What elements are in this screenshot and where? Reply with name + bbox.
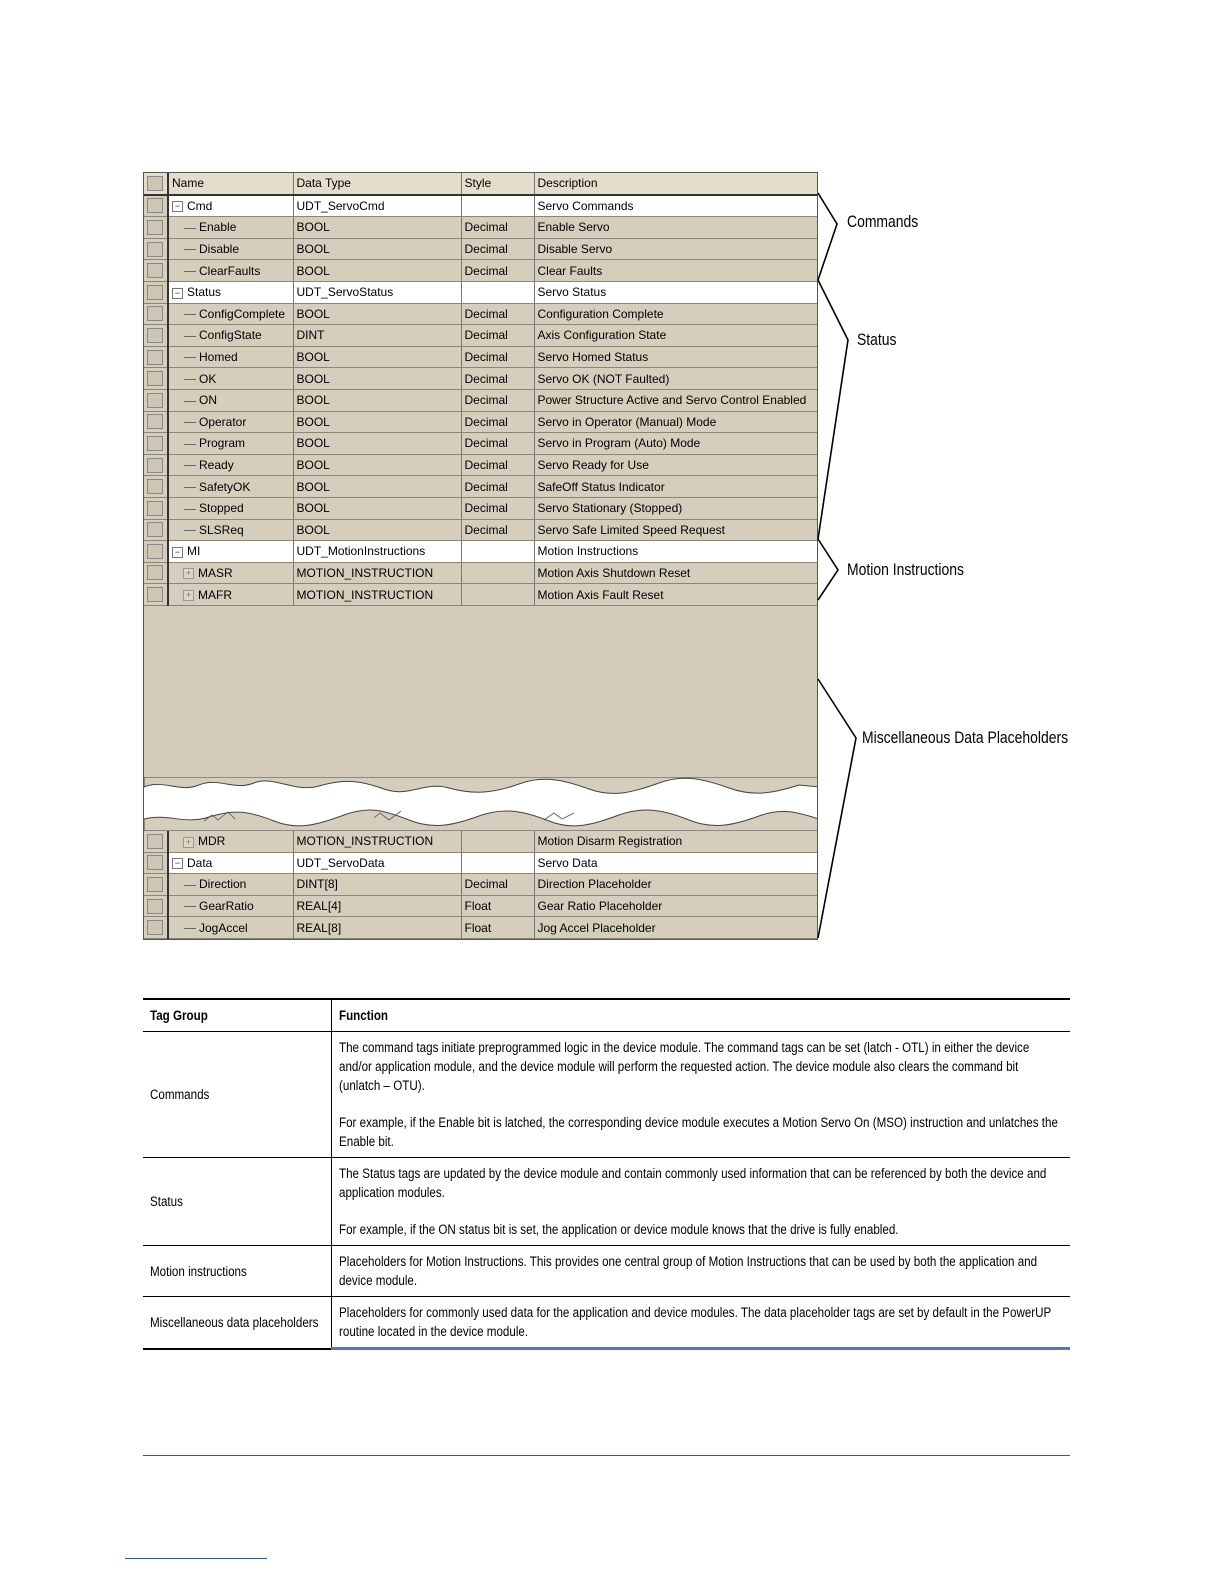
footer-rule	[143, 1455, 1070, 1456]
tag-name: MDR	[198, 834, 226, 849]
footnote-rule	[125, 1558, 267, 1559]
tag-description[interactable]: Motion Instructions	[534, 541, 818, 563]
tag-data-type[interactable]: BOOL	[293, 411, 461, 433]
tag-data-type[interactable]: UDT_MotionInstructions	[293, 541, 461, 563]
row-selector[interactable]	[144, 217, 168, 239]
tree-branch-icon	[184, 379, 196, 380]
tag-group-cell: Miscellaneous data placeholders	[143, 1297, 332, 1349]
tag-name: Ready	[199, 458, 234, 473]
tree-branch-icon	[184, 249, 196, 250]
tag-style[interactable]	[461, 562, 534, 584]
tag-description[interactable]: Servo Status	[534, 281, 818, 303]
tag-name: Enable	[199, 220, 237, 235]
tag-group-cell: Motion instructions	[143, 1246, 332, 1297]
tag-name-cell[interactable]	[168, 852, 293, 874]
row-selector[interactable]	[144, 831, 168, 852]
tag-description[interactable]: Motion Disarm Registration	[534, 831, 818, 852]
tag-row[interactable]	[144, 368, 818, 390]
row-selector[interactable]	[144, 895, 168, 917]
tag-row[interactable]	[144, 454, 818, 476]
tag-style[interactable]: Decimal	[461, 433, 534, 455]
tree-branch-icon	[184, 928, 196, 929]
tag-description[interactable]: Servo Data	[534, 852, 818, 874]
function-cell	[332, 1032, 1071, 1158]
row-selector[interactable]	[144, 497, 168, 519]
tag-style[interactable]: Decimal	[461, 411, 534, 433]
tree-branch-icon	[184, 885, 196, 886]
row-selector[interactable]	[144, 433, 168, 455]
tag-name: Program	[199, 436, 246, 451]
tag-name-cell[interactable]	[168, 584, 293, 606]
tag-name: GearRatio	[199, 899, 254, 914]
tag-row[interactable]	[144, 281, 818, 303]
tag-style[interactable]: Decimal	[461, 497, 534, 519]
tag-description[interactable]: Power Structure Active and Servo Control Enabled	[534, 389, 818, 411]
tag-description[interactable]: Servo OK (NOT Faulted)	[534, 368, 818, 390]
tag-data-type[interactable]: BOOL	[293, 497, 461, 519]
tree-branch-icon	[184, 422, 196, 423]
row-selector[interactable]	[144, 303, 168, 325]
function-paragraph: For example, if the Enable bit is latched, the corresponding device module executes a Motion Servo On (MSO) instruction and unlatches the Enable bit.	[339, 1115, 1058, 1149]
collapse-icon[interactable]: −	[172, 858, 183, 869]
table-row	[143, 1297, 1070, 1349]
function-paragraph: For example, if the ON status bit is set, the application or device module knows that the drive is fully enabled.	[339, 1222, 899, 1237]
header-selector	[144, 173, 168, 195]
tag-data-type[interactable]: REAL[8]	[293, 917, 461, 939]
tag-name-cell[interactable]	[168, 325, 293, 347]
row-selector[interactable]	[144, 562, 168, 584]
tag-name: ConfigState	[199, 328, 262, 343]
tag-data-type[interactable]: DINT[8]	[293, 874, 461, 896]
tag-style[interactable]: Decimal	[461, 238, 534, 260]
tag-style[interactable]: Decimal	[461, 519, 534, 541]
tag-name-cell[interactable]	[168, 303, 293, 325]
tag-row[interactable]	[144, 497, 818, 519]
row-selector[interactable]	[144, 346, 168, 368]
tag-name-cell[interactable]	[168, 368, 293, 390]
tree-branch-icon	[184, 314, 196, 315]
tag-description[interactable]: Motion Axis Shutdown Reset	[534, 562, 818, 584]
expand-icon[interactable]: +	[183, 590, 194, 601]
tag-style[interactable]: Decimal	[461, 368, 534, 390]
tag-data-type[interactable]: REAL[4]	[293, 895, 461, 917]
tree-branch-icon	[184, 530, 196, 531]
bracket-commands	[818, 193, 837, 280]
tag-style[interactable]: Decimal	[461, 325, 534, 347]
row-selector[interactable]	[144, 938, 168, 940]
tag-row[interactable]	[144, 217, 818, 239]
tag-data-type[interactable]: BOOL	[293, 217, 461, 239]
collapse-icon[interactable]: −	[172, 288, 183, 299]
tag-style[interactable]: Decimal	[461, 303, 534, 325]
function-cell	[332, 1158, 1071, 1246]
callout-motion-instructions: Motion Instructions	[847, 560, 965, 579]
tag-name: Disable	[199, 242, 240, 257]
tag-data-type[interactable]: BOOL	[293, 368, 461, 390]
tree-branch-icon	[184, 336, 196, 337]
function-paragraph: The Status tags are updated by the device module and contain commonly used information that can be referenced by both the device and application modules.	[339, 1166, 1047, 1200]
row-selector[interactable]	[144, 368, 168, 390]
tag-table-bottom	[144, 831, 818, 940]
tag-name-cell[interactable]	[168, 217, 293, 239]
tag-description[interactable]: Clear Faults	[534, 260, 818, 282]
row-selector[interactable]	[144, 541, 168, 563]
tag-style[interactable]	[461, 831, 534, 852]
tag-style[interactable]	[461, 541, 534, 563]
row-selector[interactable]	[144, 519, 168, 541]
tree-branch-icon	[184, 465, 196, 466]
tag-style[interactable]: Decimal	[461, 874, 534, 896]
tag-row[interactable]	[144, 346, 818, 368]
callout-misc-data: Miscellaneous Data Placeholders	[862, 728, 1069, 747]
tag-group-cell: Commands	[143, 1032, 332, 1158]
tag-name: Homed	[199, 350, 238, 365]
tag-name-cell[interactable]	[168, 541, 293, 563]
function-cell	[332, 1297, 1071, 1349]
tag-row[interactable]	[144, 389, 818, 411]
row-selector[interactable]	[144, 260, 168, 282]
row-selector[interactable]	[144, 852, 168, 874]
tag-name-cell[interactable]	[168, 476, 293, 498]
table-row	[143, 1246, 1070, 1297]
collapse-icon[interactable]: −	[172, 547, 183, 558]
tag-row[interactable]	[144, 895, 818, 917]
row-selector[interactable]	[144, 454, 168, 476]
tree-branch-icon	[184, 271, 196, 272]
tag-data-type[interactable]: UDT_ServoStatus	[293, 281, 461, 303]
function-cell	[332, 1246, 1071, 1297]
tag-row[interactable]	[144, 260, 818, 282]
tag-description[interactable]: Axis Configuration State	[534, 325, 818, 347]
tag-name: ON	[199, 393, 217, 408]
tag-name-cell[interactable]	[168, 433, 293, 455]
tag-name-cell[interactable]	[168, 260, 293, 282]
tag-name: SLSReq	[199, 522, 244, 537]
bracket-status	[818, 280, 848, 539]
tag-name: Cmd	[187, 198, 213, 213]
tag-name-cell[interactable]	[168, 519, 293, 541]
bracket-misc	[818, 679, 856, 938]
tag-name: MASR	[198, 565, 233, 580]
tag-data-type[interactable]: BOOL	[293, 433, 461, 455]
tag-row[interactable]	[144, 303, 818, 325]
tag-data-type[interactable]: DINT	[293, 325, 461, 347]
tag-description[interactable]: SafeOff Status Indicator	[534, 476, 818, 498]
tag-description[interactable]: Servo in Program (Auto) Mode	[534, 433, 818, 455]
tag-table-top	[144, 173, 818, 606]
tag-name-cell[interactable]	[168, 389, 293, 411]
tag-name: Status	[187, 285, 222, 300]
tag-name: Stopped	[199, 501, 244, 516]
expand-icon[interactable]: +	[183, 837, 194, 848]
tag-description[interactable]: Motion Axis Fault Reset	[534, 584, 818, 606]
header-name[interactable]: Name	[168, 173, 293, 195]
tag-row[interactable]	[144, 433, 818, 455]
callout-commands: Commands	[847, 212, 919, 231]
tag-data-type[interactable]: BOOL	[293, 519, 461, 541]
tag-row[interactable]	[144, 541, 818, 563]
tag-data-type[interactable]: BOOL	[293, 238, 461, 260]
tag-description[interactable]: Disable Servo	[534, 238, 818, 260]
tag-row[interactable]	[144, 411, 818, 433]
tag-description[interactable]: Servo Ready for Use	[534, 454, 818, 476]
tag-description[interactable]: Jog Accel Placeholder	[534, 917, 818, 939]
function-paragraph: The command tags initiate preprogrammed logic in the device module. The command tags can be set (latch - OTL) in either the device and/or application module, and the device module will perform the requested action. The device module also clears the command bit (unlatch – OTU).	[339, 1040, 1030, 1093]
tag-style[interactable]	[461, 281, 534, 303]
tag-data-type[interactable]: BOOL	[293, 389, 461, 411]
header-description[interactable]: Description	[534, 173, 818, 195]
tag-name: Operator	[199, 414, 247, 429]
tag-description[interactable]: Direction Placeholder	[534, 874, 818, 896]
tag-name: ConfigComplete	[199, 306, 286, 321]
tag-name-cell[interactable]	[168, 411, 293, 433]
tag-data-type[interactable]: UDT_ServoData	[293, 852, 461, 874]
tag-data-type[interactable]: MOTION_INSTRUCTION	[293, 562, 461, 584]
table-row	[143, 1032, 1070, 1158]
tree-branch-icon	[184, 444, 196, 445]
col-header-function: Function	[332, 999, 1071, 1032]
tag-name: SafetyOK	[199, 479, 251, 494]
tag-group-cell: Status	[143, 1158, 332, 1246]
tree-branch-icon	[184, 357, 196, 358]
tag-description[interactable]: Servo Stationary (Stopped)	[534, 497, 818, 519]
tag-name-cell[interactable]	[168, 195, 293, 217]
table-row	[143, 1158, 1070, 1246]
tag-row[interactable]	[144, 584, 818, 606]
tag-row[interactable]	[144, 519, 818, 541]
tag-name-cell[interactable]	[168, 497, 293, 519]
header-style[interactable]: Style	[461, 173, 534, 195]
grid-header-row	[144, 173, 818, 195]
tag-name-cell[interactable]	[168, 938, 293, 940]
tag-data-type[interactable]: BOOL	[293, 454, 461, 476]
tag-row[interactable]	[144, 852, 818, 874]
tag-row[interactable]	[144, 195, 818, 217]
bracket-motion	[818, 539, 838, 600]
tag-data-type[interactable]: MOTION_INSTRUCTION	[293, 584, 461, 606]
tree-branch-icon	[184, 509, 196, 510]
tag-description[interactable]: Servo Safe Limited Speed Request	[534, 519, 818, 541]
col-header-tag-group: Tag Group	[143, 999, 332, 1032]
tag-row[interactable]	[144, 325, 818, 347]
tag-name: MAFR	[198, 587, 232, 602]
tag-group-table	[143, 998, 1070, 1350]
collapse-icon[interactable]: −	[172, 201, 183, 212]
tag-style[interactable]: Decimal	[461, 260, 534, 282]
tag-style[interactable]: Decimal	[461, 454, 534, 476]
group-brackets	[815, 172, 1115, 942]
tag-style[interactable]: Decimal	[461, 346, 534, 368]
tag-name-cell[interactable]	[168, 562, 293, 584]
tag-data-type[interactable]: BOOL	[293, 476, 461, 498]
tag-style[interactable]: Float	[461, 895, 534, 917]
tag-row[interactable]	[144, 938, 818, 940]
tag-description[interactable]: Servo Commands	[534, 195, 818, 217]
row-selector[interactable]	[144, 195, 168, 217]
tree-branch-icon	[184, 487, 196, 488]
tree-branch-icon	[184, 228, 196, 229]
header-data-type[interactable]: Data Type	[293, 173, 461, 195]
expand-icon[interactable]: +	[183, 568, 194, 579]
row-selector[interactable]	[144, 584, 168, 606]
tag-style[interactable]: Decimal	[461, 217, 534, 239]
tag-name-cell[interactable]	[168, 454, 293, 476]
tag-data-type[interactable]: BOOL	[293, 303, 461, 325]
tag-name-cell[interactable]	[168, 895, 293, 917]
torn-section	[144, 777, 818, 831]
tag-name-cell[interactable]	[168, 917, 293, 939]
row-selector[interactable]	[144, 389, 168, 411]
tag-data-type[interactable]: BOOL	[293, 260, 461, 282]
callout-status: Status	[857, 330, 897, 349]
tag-description[interactable]: Servo Homed Status	[534, 346, 818, 368]
tag-description[interactable]	[534, 938, 818, 940]
function-paragraph: Placeholders for commonly used data for the application and device modules. The data placeholder tags are set by default in the PowerUP routine located in the device module.	[339, 1305, 1052, 1339]
tree-branch-icon	[184, 401, 196, 402]
tag-name: Data	[187, 855, 213, 870]
tag-style[interactable]	[461, 852, 534, 874]
tag-style[interactable]: Decimal	[461, 389, 534, 411]
tag-description[interactable]: Enable Servo	[534, 217, 818, 239]
tag-row[interactable]	[144, 562, 818, 584]
row-selector[interactable]	[144, 874, 168, 896]
tag-name-cell[interactable]	[168, 874, 293, 896]
tag-data-type[interactable]: MOTION_INSTRUCTION	[293, 831, 461, 852]
function-paragraph: Placeholders for Motion Instructions. This provides one central group of Motion Instructions that can be used by both the application and device module.	[339, 1254, 1038, 1288]
row-selector[interactable]	[144, 238, 168, 260]
tag-name: MI	[187, 544, 201, 559]
row-selector[interactable]	[144, 476, 168, 498]
tag-grid	[143, 172, 818, 940]
table-header-row	[143, 999, 1070, 1032]
tag-name: JogAccel	[199, 920, 248, 935]
row-selector[interactable]	[144, 281, 168, 303]
tag-name-cell[interactable]	[168, 238, 293, 260]
tag-name: Direction	[199, 877, 247, 892]
tree-branch-icon	[184, 906, 196, 907]
tag-data-type[interactable]: UDT_ServoCmd	[293, 195, 461, 217]
row-selector[interactable]	[144, 411, 168, 433]
tag-row[interactable]	[144, 917, 818, 939]
tag-data-type[interactable]: BOOL	[293, 346, 461, 368]
tag-name: OK	[199, 371, 217, 386]
tag-name-cell[interactable]	[168, 281, 293, 303]
tag-name-cell[interactable]	[168, 346, 293, 368]
tag-style[interactable]	[461, 195, 534, 217]
tag-row[interactable]	[144, 476, 818, 498]
tag-name: ClearFaults	[199, 263, 261, 278]
tag-description[interactable]: Gear Ratio Placeholder	[534, 895, 818, 917]
tag-style[interactable]	[461, 938, 534, 940]
row-selector[interactable]	[144, 917, 168, 939]
tag-row[interactable]	[144, 238, 818, 260]
row-selector[interactable]	[144, 325, 168, 347]
tag-name-cell[interactable]	[168, 831, 293, 852]
tag-row[interactable]	[144, 874, 818, 896]
tag-description[interactable]: Servo in Operator (Manual) Mode	[534, 411, 818, 433]
tag-description[interactable]: Configuration Complete	[534, 303, 818, 325]
tag-style[interactable]: Decimal	[461, 476, 534, 498]
tag-data-type[interactable]	[293, 938, 461, 940]
tag-style[interactable]: Float	[461, 917, 534, 939]
tag-style[interactable]	[461, 584, 534, 606]
tag-row[interactable]	[144, 831, 818, 852]
